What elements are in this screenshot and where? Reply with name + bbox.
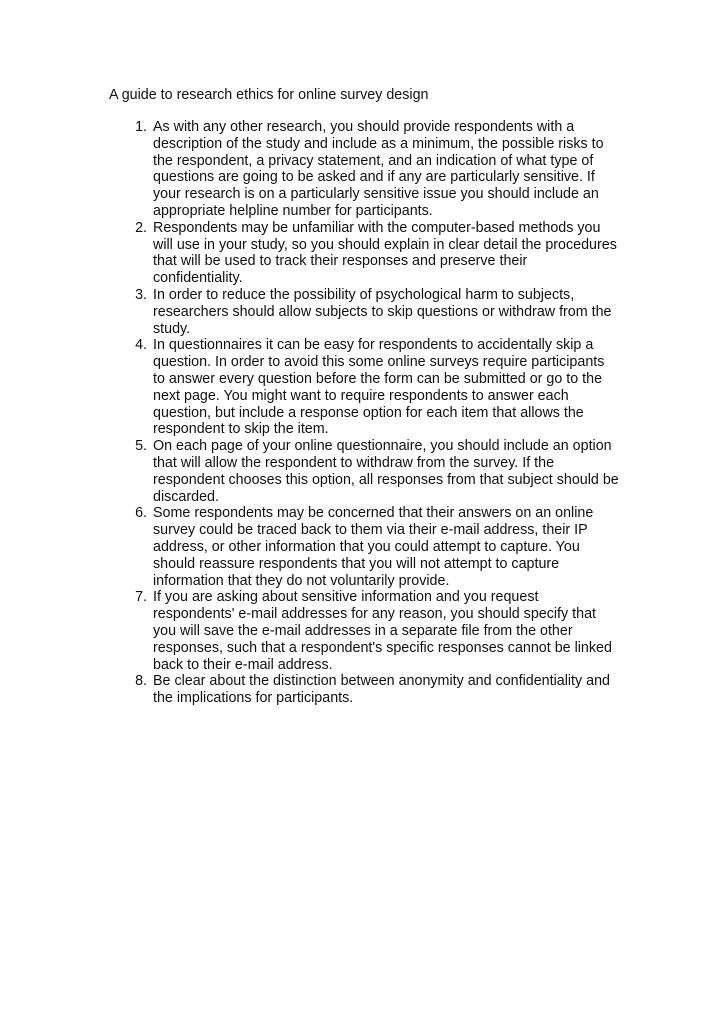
list-item-number: 2. (135, 219, 147, 236)
list-item-text: Some respondents may be concerned that their answers on an online survey could be traced back to them via their e-mail address, their IP address, or other information that you could attempt to capture. You should reassure respondents that you will not attempt to capture information that they do not voluntarily provide. (153, 505, 594, 589)
list-item-number: 3. (135, 286, 147, 303)
list-item (109, 119, 619, 220)
list-item-number: 4. (135, 337, 147, 354)
list-item-text: In questionnaires it can be easy for respondents to accidentally skip a question. In order to avoid this some online surveys require participants to answer every question before the form can be submitted or go to the next page. You might want to require respondents to answer each question, but include a response option for each item that allows the respondent to skip the item. (153, 337, 605, 438)
list-item (109, 589, 619, 673)
list-item (109, 505, 619, 589)
list-item-text: Be clear about the distinction between anonymity and confidentiality and the implications for participants. (153, 673, 610, 707)
document-title: A guide to research ethics for online survey design (109, 87, 429, 103)
list-item-number: 7. (135, 589, 147, 606)
list-item (109, 287, 619, 337)
list-item-text: As with any other research, you should provide respondents with a description of the study and include as a minimum, the possible risks to the respondent, a privacy statement, and an indication of what type of questions are going to be asked and if any are particularly sensitive. If your research is on a particularly sensitive issue you should include an appropriate helpline number for participants. (153, 119, 604, 219)
list-item-number: 6. (135, 505, 147, 522)
ethics-guidelines-list (109, 119, 619, 707)
list-item (109, 438, 619, 505)
list-item (109, 220, 619, 287)
list-item-number: 5. (135, 438, 147, 455)
list-item-number: 8. (135, 673, 147, 690)
list-item (109, 673, 619, 707)
list-item-text: If you are asking about sensitive information and you request respondents' e-mail addresses for any reason, you should specify that you will save the e-mail addresses in a separate file from the other responses, such that a respondent's specific responses cannot be linked back to their e-mail address. (153, 589, 612, 673)
list-item-text: On each page of your online questionnaire, you should include an option that will allow the respondent to withdraw from the survey. If the respondent chooses this option, all responses from that subject should be discarded. (153, 438, 619, 505)
list-item (109, 337, 619, 438)
list-item-text: In order to reduce the possibility of psychological harm to subjects, researchers should allow subjects to skip questions or withdraw from the study. (153, 286, 612, 337)
list-item-text: Respondents may be unfamiliar with the computer-based methods you will use in your study, so you should explain in clear detail the procedures that will be used to track their responses and preserve their confidentiality. (153, 219, 617, 287)
list-item-number: 1. (135, 119, 147, 135)
